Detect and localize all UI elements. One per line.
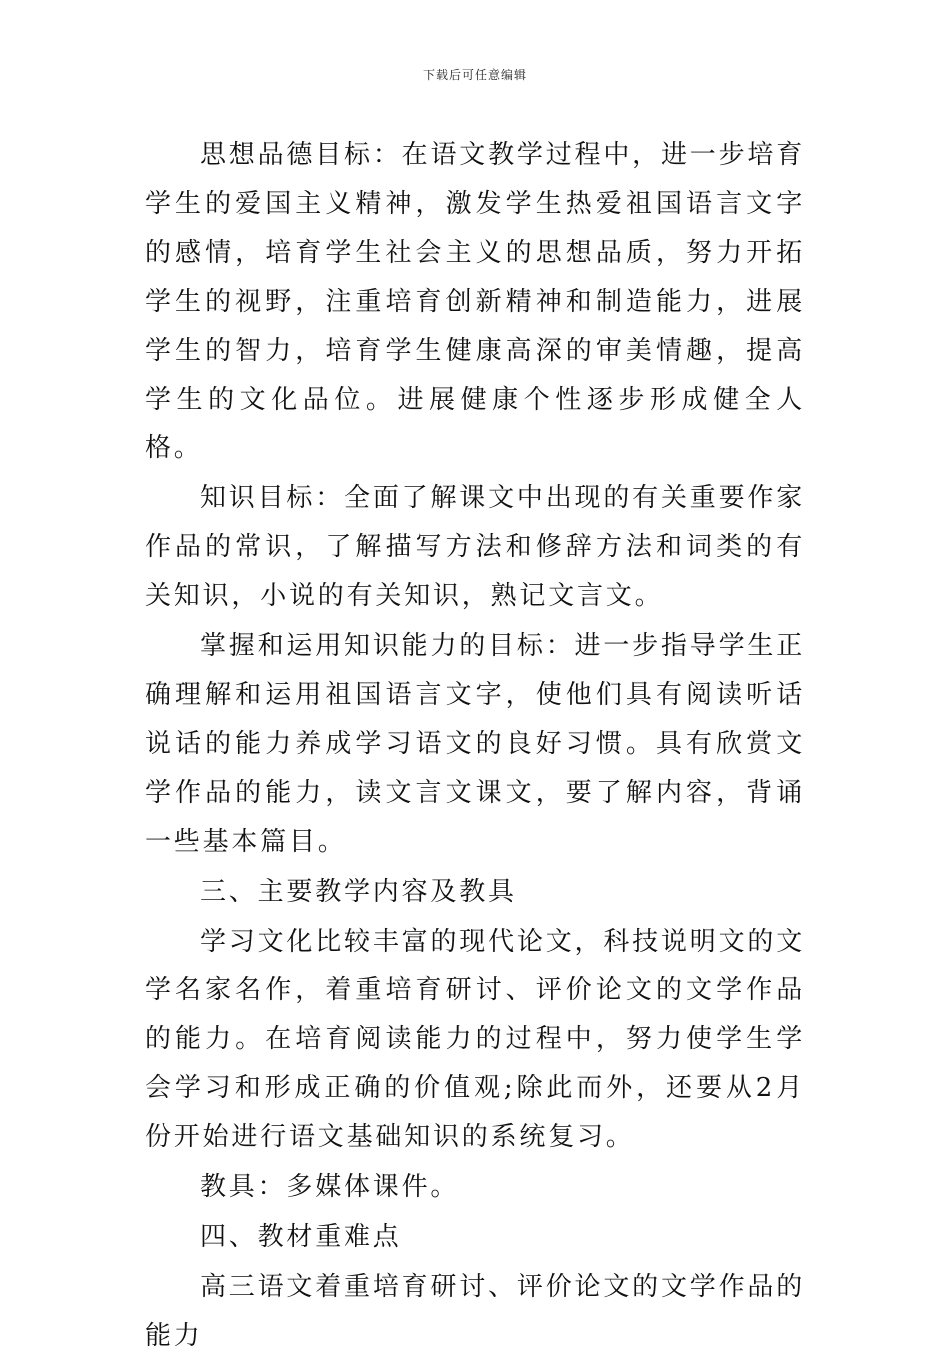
paragraph-moral-goals: 思想品德目标：在语文教学过程中，进一步培育学生的爱国主义精神，激发学生热爱祖国语言文字的感情，培育学生社会主义的思想品质，努力开拓学生的视野，注重培育创新精神和制造能力，进展学生的智力，培育学生健康高深的审美情趣，提高学生的文化品位。进展健康个性逐步形成健全人格。 <box>145 140 805 464</box>
paragraph-key-points: 高三语文着重培育研讨、评价论文的文学作品的能力 <box>145 1271 805 1351</box>
paragraph-knowledge-goals: 知识目标：全面了解课文中出现的有关重要作家作品的常识，了解描写方法和修辞方法和词类的有关知识，小说的有关知识，熟记文言文。 <box>145 483 805 612</box>
paragraph-teaching-tools: 教具：多媒体课件。 <box>200 1172 460 1203</box>
section-heading-key-points: 四、教材重难点 <box>200 1221 402 1252</box>
paragraph-study-content: 学习文化比较丰富的现代论文，科技说明文的文学名家名作，着重培育研讨、评价论文的文学作品的能力。在培育阅读能力的过程中，努力使学生学会学习和形成正确的价值观;除此而外，还要从2月份开始进行语文基础知识的系统复习。 <box>145 926 805 1153</box>
page-header-note: 下载后可任意编辑 <box>422 68 527 82</box>
document-body <box>145 131 805 1362</box>
section-heading-content-tools: 三、主要教学内容及教具 <box>200 876 517 907</box>
paragraph-ability-goals: 掌握和运用知识能力的目标：进一步指导学生正确理解和运用祖国语言文字，使他们具有阅读听话说话的能力养成学习语文的良好习惯。具有欣赏文学作品的能力，读文言文课文，要了解内容，背诵一些基本篇目。 <box>145 631 805 857</box>
